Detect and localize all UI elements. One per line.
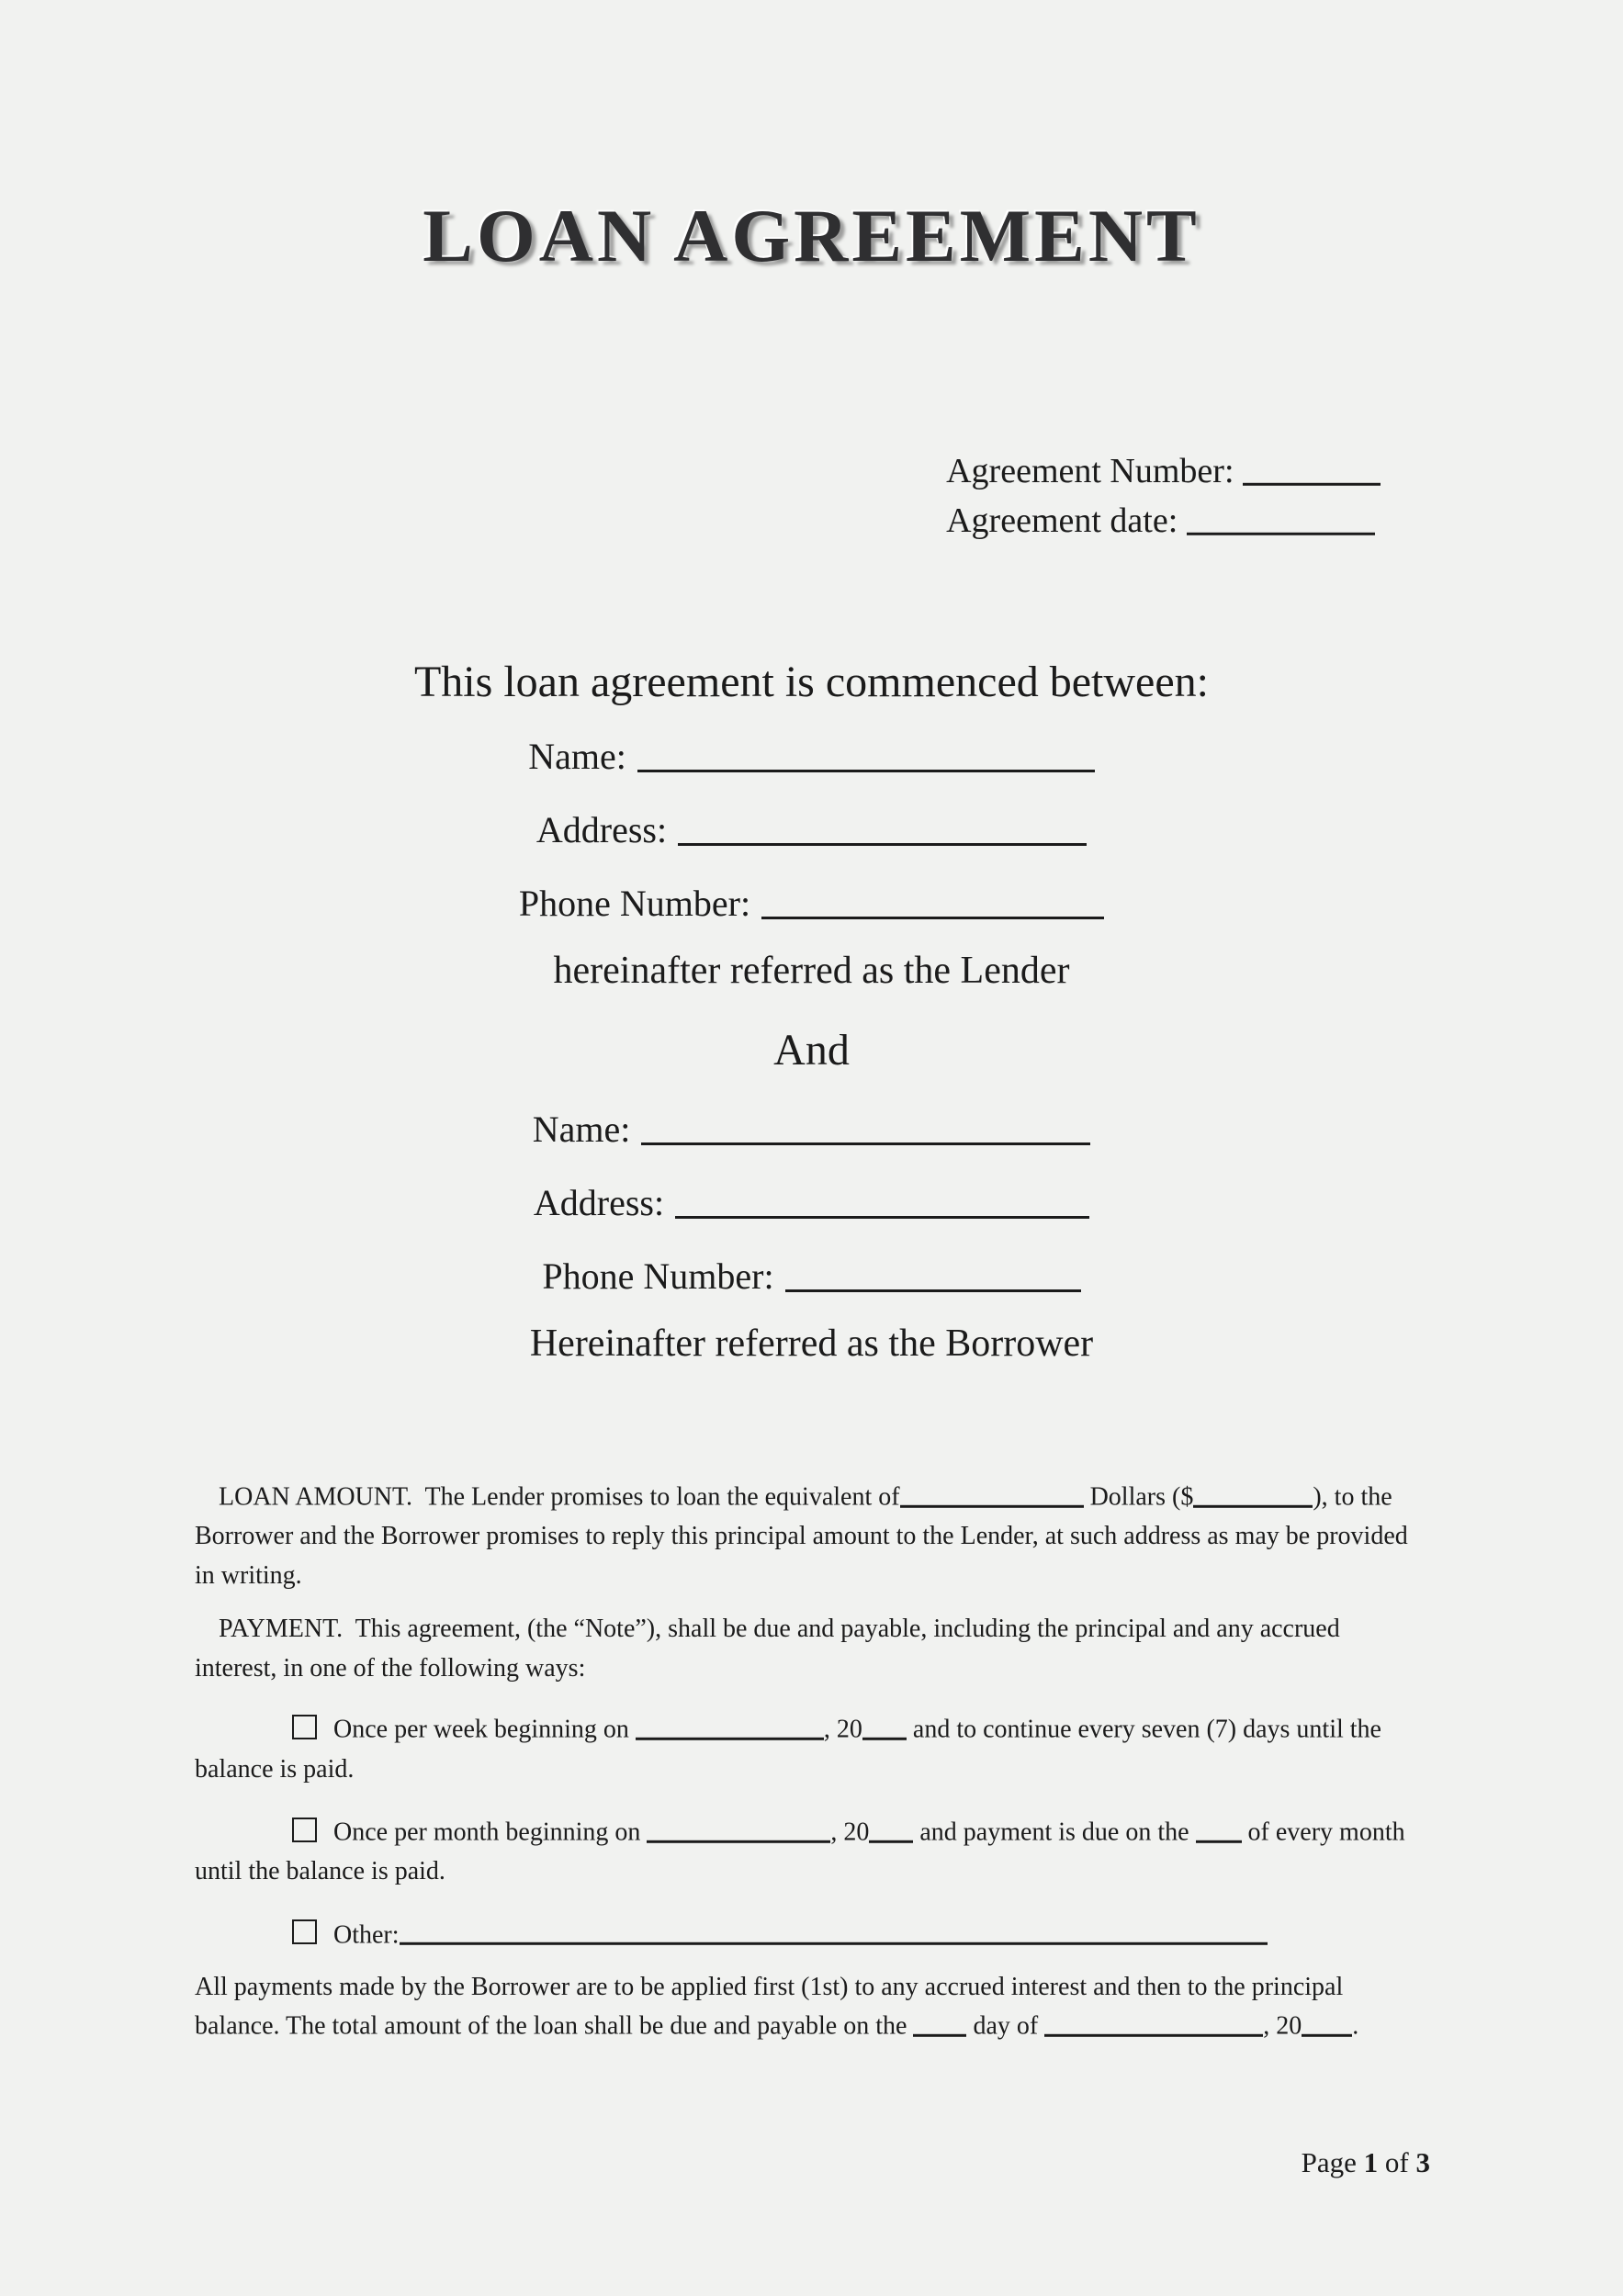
borrower-name-blank[interactable]: [641, 1108, 1090, 1145]
payment-text: PAYMENT. This agreement, (the “Note”), shall be due and payable, including the principal and any accrued interest, in one of the following ways:: [195, 1615, 1340, 1683]
lender-address-row: [195, 805, 1428, 854]
borrower-address-label: Address:: [533, 1182, 665, 1224]
agreement-number-row: [946, 446, 1381, 496]
footer-of-label: of: [1384, 2146, 1409, 2178]
agreement-date-row: [946, 496, 1381, 546]
loan-amount-text-3: ), to the Borrower and the Borrower promises to reply this principal amount to the Lender, at such address as may be provided in writing.: [195, 1482, 1408, 1590]
weekly-date-blank[interactable]: [636, 1713, 824, 1740]
lender-phone-blank[interactable]: [761, 882, 1104, 919]
borrower-phone-label: Phone Number:: [542, 1255, 774, 1298]
conjunction: And: [773, 1025, 850, 1075]
borrower-name-label: Name:: [532, 1109, 631, 1151]
lender-section: [195, 731, 1428, 996]
borrower-phone-blank[interactable]: [785, 1255, 1081, 1292]
closing-paragraph: [195, 1968, 1428, 2047]
terms-section: [195, 1478, 1428, 2047]
borrower-address-blank[interactable]: [675, 1181, 1089, 1219]
closing-text-4: .: [1352, 2012, 1359, 2042]
monthly-day-blank[interactable]: [1196, 1816, 1242, 1843]
lender-name-label: Name:: [528, 736, 626, 778]
monthly-option: [195, 1813, 1428, 1892]
weekly-option: [195, 1710, 1428, 1789]
weekly-text-2: , 20: [823, 1715, 862, 1744]
monthly-year-blank[interactable]: [869, 1816, 913, 1843]
borrower-tagline: Hereinafter referred as the Borrower: [529, 1322, 1094, 1366]
footer-page-number: 1: [1363, 2146, 1379, 2178]
lender-tagline: hereinafter referred as the Lender: [553, 950, 1070, 993]
other-option: [195, 1916, 1428, 1955]
monthly-text-2: , 20: [830, 1818, 870, 1847]
lender-name-row: [195, 731, 1428, 781]
weekly-text-1: Once per week beginning on: [333, 1715, 636, 1744]
loan-amount-figure-blank[interactable]: [1193, 1480, 1313, 1508]
monthly-text-3: and payment is due on the: [913, 1818, 1196, 1847]
borrower-name-row: [195, 1104, 1428, 1154]
weekly-checkbox[interactable]: [292, 1715, 317, 1739]
other-details-blank[interactable]: [400, 1919, 1268, 1946]
borrower-phone-row: [195, 1251, 1428, 1300]
closing-month-blank[interactable]: [1044, 2009, 1263, 2037]
monthly-text-4: of every month until the balance is paid.: [195, 1818, 1405, 1886]
closing-year-blank[interactable]: [1302, 2009, 1352, 2037]
monthly-date-blank[interactable]: [647, 1816, 830, 1843]
agreement-number-blank[interactable]: [1243, 450, 1381, 486]
agreement-date-label: Agreement date:: [946, 501, 1178, 540]
lender-name-blank[interactable]: [637, 735, 1095, 772]
footer-total-pages: 3: [1415, 2146, 1430, 2178]
weekly-text-3: and to continue every seven (7) days until the balance is paid.: [195, 1715, 1381, 1784]
intro-heading: This loan agreement is commenced between:: [413, 658, 1209, 707]
lender-phone-row: [195, 878, 1428, 928]
page-footer: [1302, 2145, 1430, 2179]
weekly-year-blank[interactable]: [862, 1713, 907, 1740]
borrower-address-row: [195, 1177, 1428, 1227]
closing-day-blank[interactable]: [913, 2009, 966, 2037]
lender-address-label: Address:: [535, 809, 668, 851]
other-text: Other:: [333, 1920, 400, 1950]
monthly-checkbox[interactable]: [292, 1818, 317, 1842]
lender-phone-label: Phone Number:: [518, 883, 751, 925]
loan-amount-words-blank[interactable]: [900, 1480, 1084, 1508]
agreement-number-label: Agreement Number:: [946, 452, 1234, 491]
document-title: LOAN AGREEMENT: [423, 194, 1200, 277]
footer-page-label: Page: [1301, 2146, 1357, 2178]
borrower-section: [195, 1104, 1428, 1369]
loan-amount-text-1: LOAN AMOUNT. The Lender promises to loan the equivalent of: [219, 1482, 900, 1512]
loan-amount-paragraph: [195, 1478, 1428, 1595]
payment-paragraph: [195, 1610, 1428, 1688]
closing-text-3: , 20: [1263, 2012, 1302, 2042]
other-checkbox[interactable]: [292, 1919, 317, 1944]
lender-address-blank[interactable]: [678, 808, 1087, 846]
agreement-date-blank[interactable]: [1187, 499, 1375, 535]
closing-text-1: All payments made by the Borrower are to be applied first (1st) to any accrued interest and then to the principal balance. The total amount of the loan shall be due and payable on the: [195, 1972, 1344, 2042]
loan-amount-text-2: Dollars ($: [1083, 1482, 1194, 1512]
agreement-meta: [946, 446, 1381, 545]
monthly-text-1: Once per month beginning on: [333, 1818, 648, 1847]
closing-text-2: day of: [966, 2012, 1045, 2042]
